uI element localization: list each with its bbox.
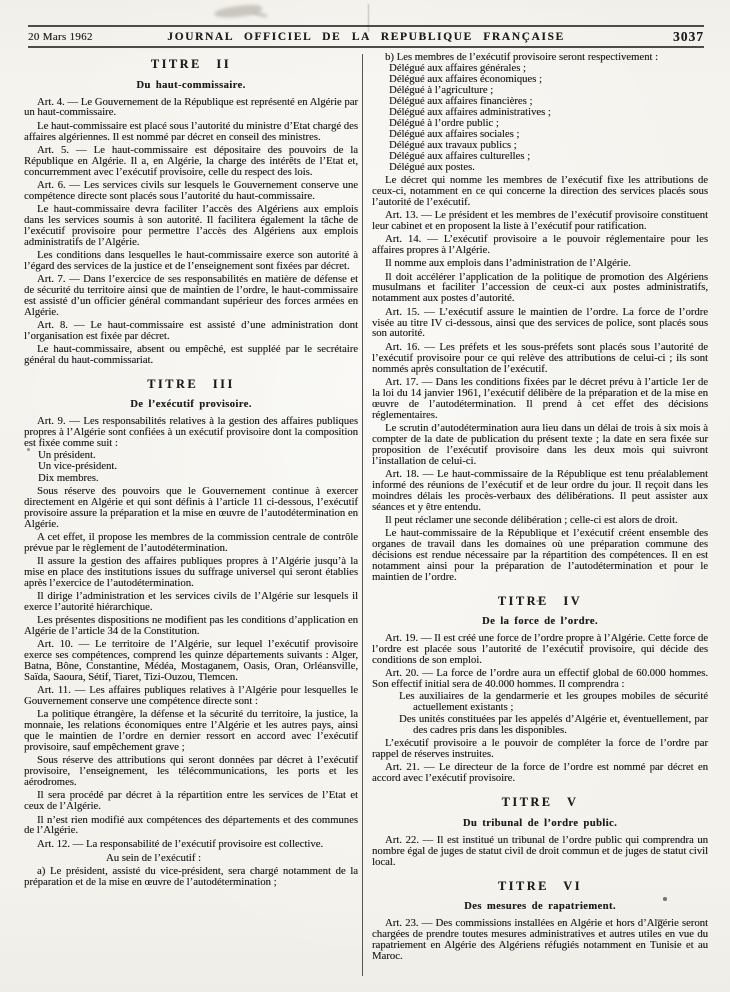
masthead [28,28,704,45]
issue-date: 20 Mars 1962 [28,30,93,43]
list-item: Un président. [38,448,96,461]
delegate-list-item: Délégué aux affaires financières ; [389,94,533,107]
paragraph: Il n’est rien modifié aux compétences des départements et des communes de l’Algérie. [24,813,358,837]
article-4-paragraph: Art. 4. — Le Gouvernement de la République est représenté en Algérie par un haut-commissaire. [24,95,358,119]
paragraph: Il nomme aux emplois dans l’administration de l’Algérie. [385,257,631,270]
delegate-list-item: Délégué aux travaux publics ; [389,138,517,151]
paragraph: Il dirige l’administration et les services civils de l’Algérie sur lesquels il exerce l’autorité hiérarchique. [24,590,358,614]
section-subtitle: De la force de l’ordre. [482,616,598,628]
delegate-list-item: Délégué à l’ordre public ; [389,116,499,129]
article-11-paragraph: Art. 11. — Les affaires publiques relatives à l’Algérie pour lesquelles le Gouvernement conserve une compétence directe sont : [24,684,358,708]
article-8-paragraph: Art. 8. — Le haut-commissaire est assisté d’une administration dont l’organisation est fixée par décret. [24,318,358,342]
column-divider [362,54,363,976]
article-13-paragraph: Art. 13. — Le président et les membres de l’exécutif provisoire constituent leur cabinet et en proposent la liste à l’exécutif pour ratification. [372,209,708,233]
paragraph: A cet effet, il propose les membres de la commission centrale de contrôle prévue par le règlement de l’autodétermination. [24,530,358,554]
paragraph: Le décret qui nomme les membres de l’exécutif fixe les attributions de ceux-ci, notamment en ce qui concerne la direction des services placés sous l’autorité de l’exécutif. [372,174,708,209]
paragraph: Le haut-commissaire devra faciliter l’accès des Algériens aux emplois dans les services soumis à son autorité. Il facilitera également la tâche de l’exécutif provisoire pour permettre l’accès des Algériens aux emplois administratifs de l’Algérie. [24,202,358,248]
article-21-paragraph: Art. 21. — Le directeur de la force de l’ordre est nommé par décret en accord avec l’exécutif provisoire. [372,761,708,785]
section-title-titre-5: TITRE V [501,795,579,810]
delegate-list-item: Délégué aux affaires générales ; [389,61,526,74]
scan-smudge [252,10,269,19]
article-12-paragraph: Art. 12. — La responsabilité de l’exécutif provisoire est collective. [37,837,324,850]
article-17-paragraph: Art. 17. — Dans les conditions fixées par le décret prévu à l’article 1er de la loi du 14 janvier 1961, l’exécutif délibère de la préparation et de la mise en œuvre de l’autodétermination. Il prend à cet effet des décisions réglementaires. [372,375,708,421]
paragraph: La politique étrangère, la défense et la sécurité du territoire, la justice, la monnaie, les relations économiques entre l’Algérie et les autres pays, ainsi que le maintien de l’ordre en dernier ressort en accord avec l’exécutif provisoire, sauf empêchement grave ; [24,708,358,754]
section-subtitle: Du haut-commissaire. [136,79,246,91]
delegate-list-item: Délégué aux affaires culturelles ; [389,149,531,162]
list-item: Un vice-président. [38,460,117,473]
paragraph: Au sein de l’exécutif : [106,851,201,864]
list-item: Des unités constituées par les appelés d’Algérie et, éventuellement, par des cadres pris dans les disponibles. [399,713,708,737]
header-rule-bottom [28,46,704,48]
delegate-list-item: Délégué aux affaires économiques ; [389,72,542,85]
journal-title: JOURNAL OFFICIEL DE LA REPUBLIQUE FRANÇAISE [167,30,565,43]
paragraph: Sous réserve des attributions qui seront données par décret à l’exécutif provisoire, l’enseignement, les télécommunications, les ports et les aérodromes. [24,754,358,789]
delegate-list-item: Délégué aux postes. [389,160,475,173]
section-subtitle: Du tribunal de l’ordre public. [462,817,618,829]
article-23-paragraph: Art. 23. — Des commissions installées en Algérie et hors d’Algérie seront chargées de prendre toutes mesures administratives et autres utiles en vue du rapatriement en Algérie des Algériens réfugiés notamment en Tunisie et au Maroc. [372,917,708,962]
right-column [372,50,708,962]
section-subtitle: Des mesures de rapatriement. [464,901,616,913]
article-9-paragraph: Art. 9. — Les responsabilités relatives à la gestion des affaires publiques propres à l’Algérie sont confiées à un exécutif provisoire dont la composition est fixée comme suit : [24,415,358,450]
delegate-list-item: Délégué aux affaires sociales ; [389,127,520,140]
list-item: Dix membres. [38,471,99,484]
paragraph: Les présentes dispositions ne modifient pas les conditions d’application en Algérie de l’article 34 de la Constitution. [24,614,358,638]
paragraph: Les conditions dans lesquelles le haut-commissaire exerce son autorité à l’égard des services de la justice et de l’enseignement sont fixées par décret. [24,248,358,272]
left-column [24,50,358,888]
section-title-titre-6: TITRE VI [497,878,583,893]
section-subtitle: De l’exécutif provisoire. [130,399,252,411]
paragraph: L’exécutif provisoire a le pouvoir de compléter la force de l’ordre par rappel de réserves instruites. [372,737,708,761]
section-title-titre-4: TITRE IV [497,593,583,608]
article-15-paragraph: Art. 15. — L’exécutif assure le maintien de l’ordre. La force de l’ordre visée au titre IV ci-dessous, ainsi que des services de police, sont placés sous son autorité. [372,305,708,340]
paragraph: Il doit accélérer l’application de la politique de promotion des Algériens musulmans et faciliter l’accession de ceux-ci aux postes administratifs, notamment aux postes d’autorité. [372,270,708,305]
paragraph: Le scrutin d’autodétermination aura lieu dans un délai de trois à six mois à compter de la date de publication du présent texte ; la date en sera fixée sur proposition de l’exécutif provisoire dans les deux mois qui suivront l’installation de celui-ci. [372,421,708,467]
article-5-paragraph: Art. 5. — Le haut-commissaire est dépositaire des pouvoirs de la République en Algérie. Il a, en Algérie, la charge des intérêts de l’Etat et, concurremment avec l’exécutif provisoire, celle du respect des lois. [24,143,358,178]
article-19-paragraph: Art. 19. — Il est créé une force de l’ordre propre à l’Algérie. Cette force de l’ordre est placée sous l’autorité de l’exécutif provisoire, qui décide des conditions de son emploi. [372,632,708,666]
paragraph: Il sera procédé par décret à la répartition entre les services de l’Etat et ceux de l’Algérie. [24,789,358,813]
paragraph: Le haut-commissaire, absent ou empêché, est suppléé par le secrétaire général du haut-commissariat. [24,343,358,366]
paragraph: b) Les membres de l’exécutif provisoire seront respectivement : [385,51,659,63]
article-18-paragraph: Art. 18. — Le haut-commissaire de la République est tenu préalablement informé des réunions de l’exécutif et de leur ordre du jour. Il reçoit dans les moindres délais les procès-verbaux des délibérations. Il peut assister aux séances et y être entendu. [372,467,708,513]
header-rule-top [28,25,704,27]
article-10-paragraph: Art. 10. — Le territoire de l’Algérie, sur lequel l’exécutif provisoire exerce ses compétences, comprend les quinze départements suivants : Alger, Batna, Bône, Constantine, Médéa, Mostaganem, Oasis, Oran, Orléansville, Saïda, Saoura, Sétif, Tiaret, Tizi-Ouzou, Tlemcen. [24,638,358,684]
section-title-titre-3: TITRE III [147,376,235,391]
paragraph: Sous réserve des pouvoirs que le Gouvernement continue à exercer directement en Algérie et qui sont définis à l’article 11 ci-dessous, l’exécutif provisoire assure la préparation et la mise en œuvre de l’autodétermination en Algérie. [24,484,358,530]
paragraph: a) Le président, assisté du vice-président, sera chargé notamment de la préparation et de la mise en œuvre de l’autodétermination ; [24,864,358,888]
paragraph: Il assure la gestion des affaires publiques propres à l’Algérie jusqu’à la mise en place des institutions issues du suffrage universel qui seront établies après l’exercice de l’autodétermination. [24,555,358,589]
article-6-paragraph: Art. 6. — Les services civils sur lesquels le Gouvernement conserve une compétence directe sont placés sous l’autorité du haut-commissaire. [24,178,358,202]
section-title-titre-2: TITRE II [150,57,232,71]
article-22-paragraph: Art. 22. — Il est institué un tribunal de l’ordre public qui comprendra un nombre égal de juges de statut civil de droit commun et de juges de statut civil local. [372,833,708,868]
paragraph: Le haut-commissaire de la République et l’exécutif créent ensemble des organes de travail dans les domaines où une préparation commune des décisions est rendue nécessaire par la répartition des compétences. Il en est notamment ainsi pour la préparation de l’autodétermination et pour le maintien de l’ordre. [372,526,708,583]
article-20-paragraph: Art. 20. — La force de l’ordre aura un effectif global de 60.000 hommes. Son effectif initial sera de 40.000 hommes. Il comprendra : [372,667,708,691]
article-7-paragraph: Art. 7. — Dans l’exercice de ses responsabilités en matière de défense et de sécurité du territoire ainsi que de maintien de l’ordre, le haut-commissaire est assisté d’un officier général commandant supérieur des forces armées en Algérie. [24,272,358,318]
list-item: Les auxiliaires de la gendarmerie et les groupes mobiles de sécurité actuellement existants ; [399,690,708,714]
page-number: 3037 [673,28,704,44]
delegate-list-item: Délégué aux affaires administratives ; [389,105,551,118]
paragraph: Le haut-commissaire est placé sous l’autorité du ministre d’Etat chargé des affaires algériennes. Il est nommé par décret en conseil des ministres. [24,119,358,143]
delegate-list-item: Délégué à l’agriculture ; [389,83,494,96]
article-16-paragraph: Art. 16. — Les préfets et les sous-préfets sont placés sous l’autorité de l’exécutif provisoire pour ce qui relève des attributions de celui-ci ; ils sont nommés après consultation de l’exécutif. [372,340,708,375]
paragraph: Il peut réclamer une seconde délibération ; celle-ci est alors de droit. [385,513,678,526]
article-14-paragraph: Art. 14. — L’exécutif provisoire a le pouvoir réglementaire pour les affaires propres à l’Algérie. [372,233,708,257]
